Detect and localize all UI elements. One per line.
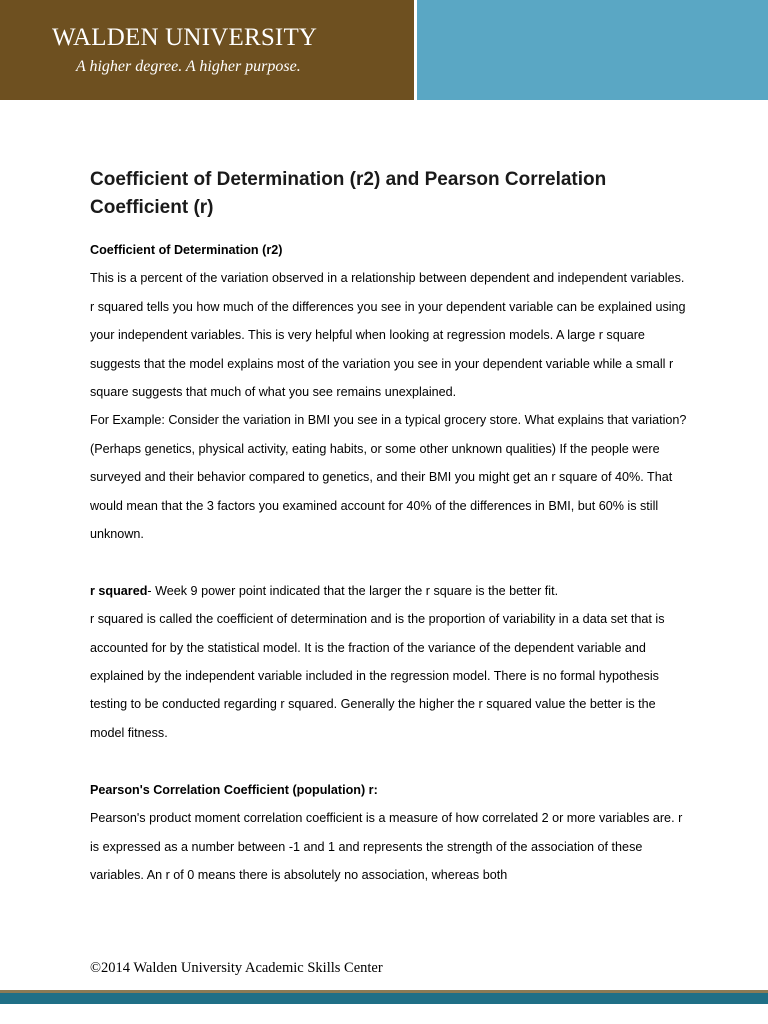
section-gap <box>90 548 690 576</box>
document-body <box>90 166 690 889</box>
section-heading-pearson: Pearson's Correlation Coefficient (population) r: <box>90 782 378 797</box>
footer-margin <box>0 1004 768 1024</box>
paragraph-r2-example: For Example: Consider the variation in BMI you see in a typical grocery store. What explains that variation? (Perhaps genetics, physical activity, eating habits, or some other unknown qualities) If the people were surveyed and their behavior compared to genetics, and their BMI you might get an r square of 40%. That would mean that the 3 factors you examined account for 40% of the differences in BMI, but 60% is still unknown. <box>90 413 687 542</box>
accent-panel <box>417 0 768 100</box>
section-heading-r2: Coefficient of Determination (r2) <box>90 243 283 257</box>
paragraph-r2-definition: This is a percent of the variation observed in a relationship between dependent and independent variables. r squared tells you how much of the differences you see in your dependent variable can be explained using your independent variables. This is very helpful when looking at regression models. A large r square suggests that the model explains most of the variation you see in your dependent variable while a small r square suggests that much of what you see remains unexplained. <box>90 271 686 400</box>
brand-panel <box>0 0 414 100</box>
r-squared-lead-text: - Week 9 power point indicated that the larger the r square is the better fit. <box>147 583 559 598</box>
paragraph-r-squared: r squared is called the coefficient of determination and is the proportion of variability in a data set that is accounted for by the statistical model. It is the fraction of the variance of the dependent variable and explained by the independent variable included in the regression model. There is no formal hypothesis testing to be conducted regarding r squared. Generally the higher the r squared value the better is the model fitness. <box>90 612 665 740</box>
section-gap <box>90 747 690 775</box>
header-banner <box>0 0 768 100</box>
r-squared-label: r squared <box>90 583 148 598</box>
tagline: A higher degree. A higher purpose. <box>76 58 301 75</box>
r-squared-lead <box>90 577 690 605</box>
document-title: Coefficient of Determination (r2) and Pearson Correlation Coefficient (r) <box>90 169 607 218</box>
university-logo: WALDEN UNIVERSITY <box>52 24 318 51</box>
paragraph-pearson: Pearson's product moment correlation coefficient is a measure of how correlated 2 or more variables are. r is expressed as a number between -1 and 1 and represents the strength of the association of these variables. An r of 0 means there is absolutely no association, whereas both <box>90 811 683 882</box>
footer-band <box>0 993 768 1004</box>
copyright-text: ©2014 Walden University Academic Skills Center <box>90 960 383 976</box>
